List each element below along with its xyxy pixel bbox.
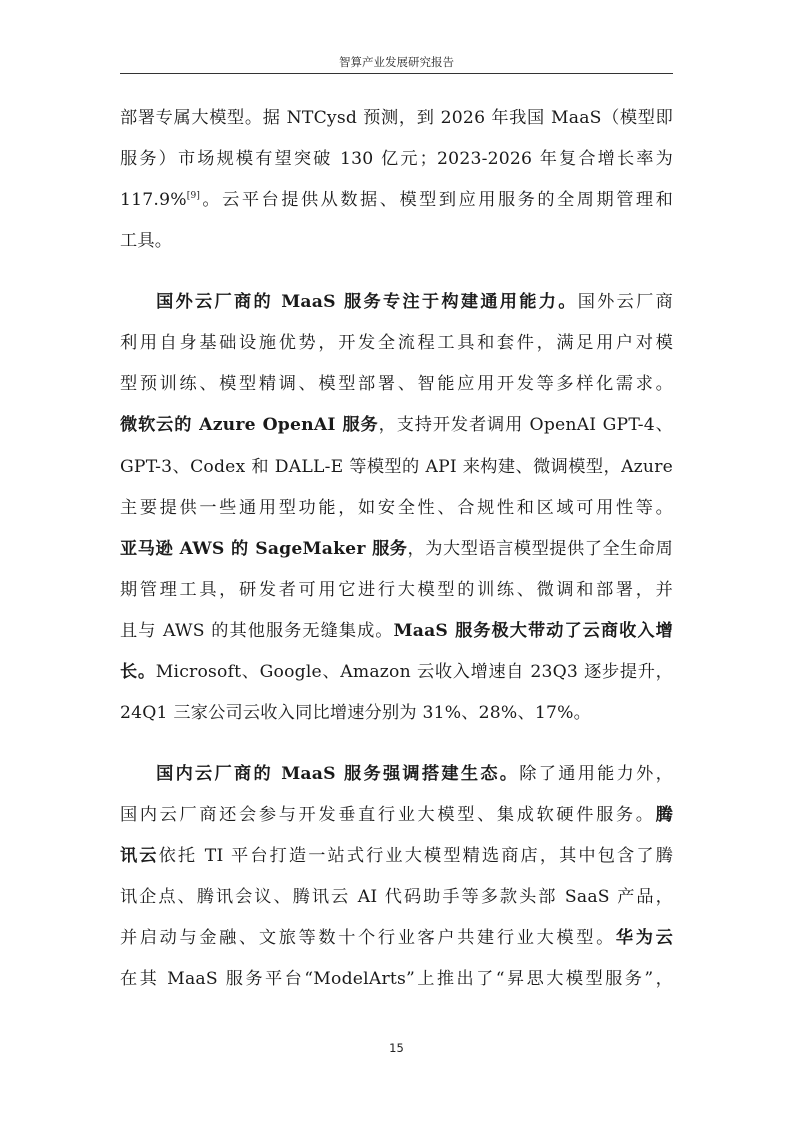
p2-line-10: [120, 661, 673, 683]
p3-line-3-rest: 依托 TI 平台打造一站式行业大模型精选商店，其中包含了腾: [158, 846, 674, 866]
p2-line-4-rest: ，支持开发者调用 OpenAI GPT-4、: [378, 415, 673, 435]
p2-line-5: GPT-3、Codex 和 DALL-E 等模型的 API 来构建、微调模型，Azure: [120, 457, 673, 477]
p2-line-7-rest: ，为大型语言模型提供了全生命周: [407, 539, 673, 559]
tencent-cloud-label-start: 腾: [655, 805, 673, 825]
p2-line-4: [120, 414, 673, 436]
p2-line-1-rest: 国外云厂商: [577, 292, 673, 312]
maas-revenue-highlight-end: 长。: [120, 662, 156, 682]
p2-line-7: [120, 538, 673, 560]
azure-openai-label: 微软云的 Azure OpenAI 服务: [120, 415, 379, 435]
huawei-cloud-label: 华为云: [615, 928, 673, 948]
p2-line-10-rest: Microsoft、Google、Amazon 云收入增速自 23Q3 逐步提升，: [155, 662, 673, 682]
p3-line-3: [120, 845, 673, 867]
p3-line-1-rest: 除了通用能力外，: [519, 764, 673, 784]
p2-line-9: [120, 620, 673, 642]
p1-line-2: 服务）市场规模有望突破 130 亿元；2023-2026 年复合增长率为: [120, 149, 673, 169]
maas-revenue-highlight: MaaS 服务极大带动了云商收入增: [393, 621, 673, 641]
running-header: 智算产业发展研究报告: [339, 55, 454, 69]
p2-line-8: 期管理工具，研发者可用它进行大模型的训练、微调和部署，并: [120, 580, 673, 600]
p2-line-6: 主要提供一些通用型功能，如安全性、合规性和区域可用性等。: [120, 498, 673, 518]
p1-line-3: [120, 189, 673, 211]
aws-sagemaker-label: 亚马逊 AWS 的 SageMaker 服务: [120, 539, 408, 559]
p2-line-2: 利用自身基础设施优势，开发全流程工具和套件，满足用户对模: [120, 333, 673, 353]
p3-line-4: 讯企点、腾讯会议、腾讯云 AI 代码助手等多款头部 SaaS 产品，: [120, 887, 673, 907]
p1-line-1: 部署专属大模型。据 NTCysd 预测，到 2026 年我国 MaaS（模型即: [120, 108, 673, 128]
header-divider: [120, 73, 673, 74]
p3-heading: 国内云厂商的 MaaS 服务强调搭建生态。: [154, 764, 520, 784]
p2-line-11: 24Q1 三家公司云收入同比增速分别为 31%、28%、17%。: [120, 703, 592, 723]
p2-line-1: [120, 291, 673, 313]
page-number: 15: [389, 1041, 404, 1055]
p3-line-5: [120, 927, 673, 949]
tencent-cloud-label-end: 讯云: [120, 846, 159, 866]
citation-ref[interactable]: [9]: [186, 191, 201, 201]
p1-line-3-rest: 。云平台提供从数据、模型到应用服务的全周期管理和: [200, 190, 673, 210]
growth-rate-text: 117.9%: [120, 190, 187, 210]
p3-line-1: [120, 763, 673, 785]
p1-line-4: 工具。: [120, 231, 173, 251]
p2-heading: 国外云厂商的 MaaS 服务专注于构建通用能力。: [154, 292, 578, 312]
p3-line-6: 在其 MaaS 服务平台“ModelArts”上推出了“昇思大模型服务”，: [120, 969, 673, 989]
p2-line-3: 型预训练、模型精调、模型部署、智能应用开发等多样化需求。: [120, 374, 673, 394]
p2-line-9-rest: 且与 AWS 的其他服务无缝集成。: [120, 621, 394, 641]
p3-line-2-rest: 国内云厂商还会参与开发垂直行业大模型、集成软硬件服务。: [120, 805, 656, 825]
p3-line-5-rest: 并启动与金融、文旅等数十个行业客户共建行业大模型。: [120, 928, 616, 948]
p3-line-2: [120, 804, 673, 826]
